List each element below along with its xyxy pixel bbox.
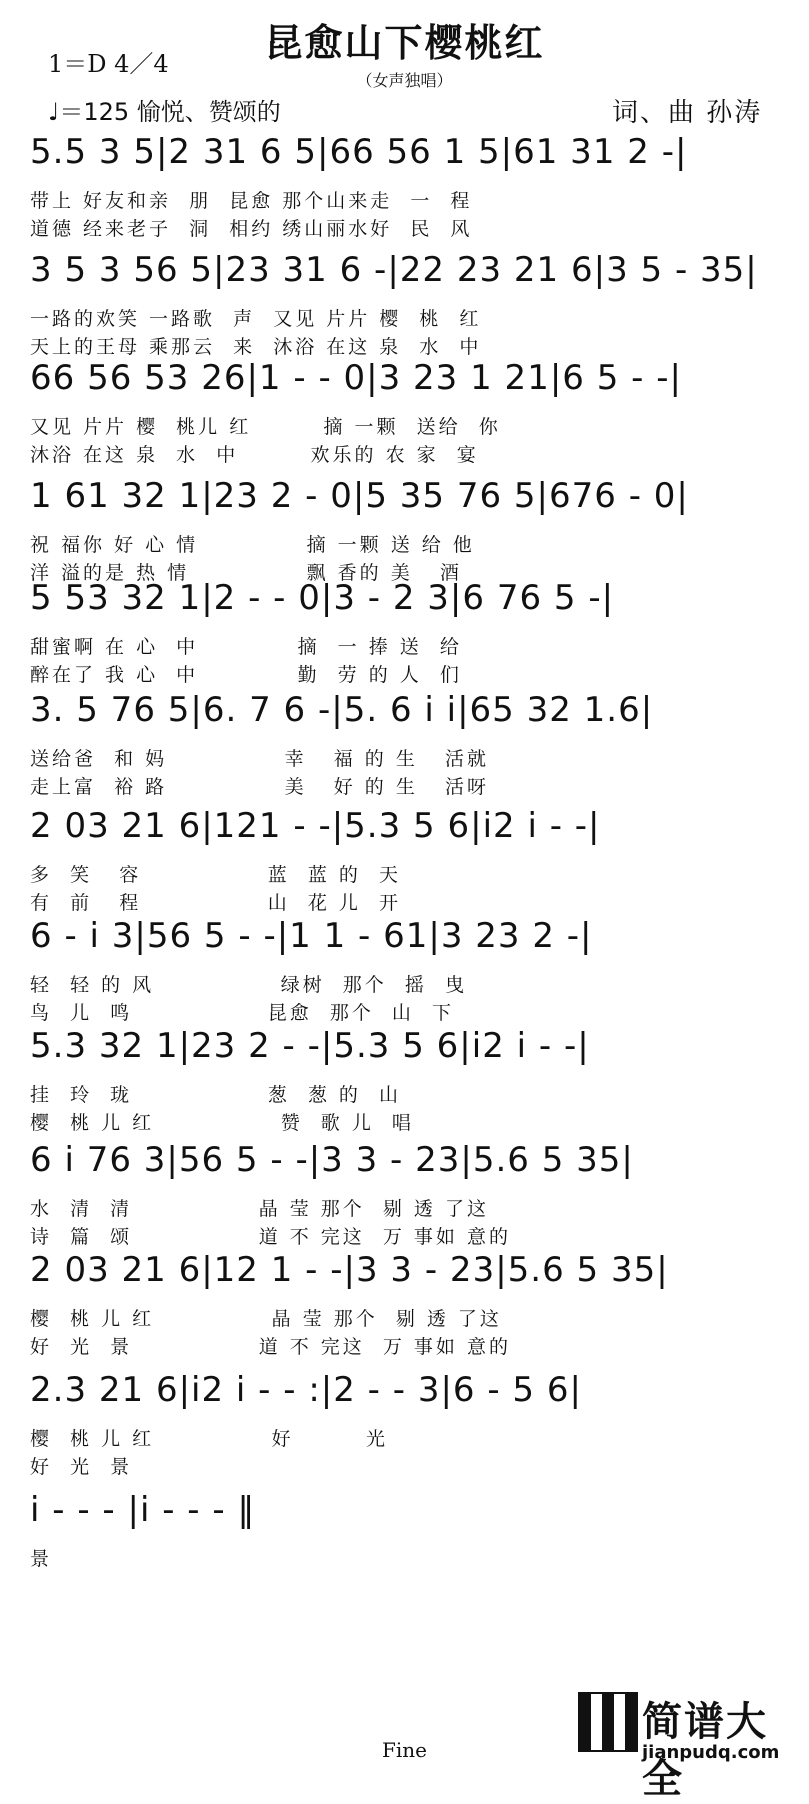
lyric-verse-2: 天上的王母 乘那云 来 沐浴 在这 泉 水 中 bbox=[30, 336, 482, 358]
subtitle: （女声独唱） bbox=[356, 71, 453, 90]
lyric-verse-2: 诗 篇 颂 道 不 完这 万 事如 意的 bbox=[30, 1226, 511, 1248]
credit: 词、曲 孙涛 bbox=[612, 98, 763, 128]
notation-line: 2 03 21 6|121 - -|5.3 5 6|i2 i - -| bbox=[30, 806, 601, 846]
lyric-verse-1: 水 清 清 晶 莹 那个 剔 透 了这 bbox=[30, 1198, 489, 1220]
notation-line: 2.3 21 6|i2 i - - :|2 - - 3|6 - 5 6| bbox=[30, 1370, 582, 1410]
lyric-verse-1: 多 笑 容 蓝 蓝 的 天 bbox=[30, 864, 401, 886]
notation-line: 6 i 76 3|56 5 - -|3 3 - 23|5.6 5 35| bbox=[30, 1140, 634, 1180]
lyric-verse-2: 樱 桃 儿 红 赞 歌 儿 唱 bbox=[30, 1112, 414, 1134]
lyric-verse-1: 樱 桃 儿 红 晶 莹 那个 剔 透 了这 bbox=[30, 1308, 502, 1330]
logo-brand: 简谱大全 bbox=[642, 1699, 768, 1802]
notation-line: 66 56 53 26|1 - - 0|3 23 1 21|6 5 - -| bbox=[30, 358, 682, 398]
lyric-verse-2: 沐浴 在这 泉 水 中 欢乐的 农 家 宴 bbox=[30, 444, 479, 466]
lyric-verse-1: 轻 轻 的 风 绿树 那个 摇 曳 bbox=[30, 974, 467, 996]
notation-line: 5 53 32 1|2 - - 0|3 - 2 3|6 76 5 -| bbox=[30, 578, 615, 618]
lyric-verse-1: 甜蜜啊 在 心 中 摘 一 捧 送 给 bbox=[30, 636, 462, 658]
lyric-verse-2: 道德 经来老子 洞 相约 绣山丽水好 民 风 bbox=[30, 218, 473, 240]
fine-marking: Fine bbox=[382, 1738, 427, 1762]
notation-line: 5.5 3 5|2 31 6 5|66 56 1 5|61 31 2 -| bbox=[30, 132, 688, 172]
notation-line: 5.3 32 1|23 2 - -|5.3 5 6|i2 i - -| bbox=[30, 1026, 590, 1066]
tempo-marking: ♩＝125 愉悦、赞颂的 bbox=[48, 98, 281, 126]
lyric-verse-2: 有 前 程 山 花 儿 开 bbox=[30, 892, 401, 914]
lyric-verse-2: 鸟 儿 鸣 昆愈 那个 山 下 bbox=[30, 1002, 454, 1024]
lyric-verse-2: 好 光 景 道 不 完这 万 事如 意的 bbox=[30, 1336, 511, 1358]
lyric-verse-2: 醉在了 我 心 中 勤 劳 的 人 们 bbox=[30, 664, 462, 686]
page-title: 昆愈山下樱桃红 bbox=[264, 20, 545, 65]
lyric-verse-1: 挂 玲 珑 葱 葱 的 山 bbox=[30, 1084, 401, 1106]
lyric-verse-2: 走上富 裕 路 美 好 的 生 活呀 bbox=[30, 776, 489, 798]
notation-line: 2 03 21 6|12 1 - -|3 3 - 23|5.6 5 35| bbox=[30, 1250, 669, 1290]
notation-line: 1 61 32 1|23 2 - 0|5 35 76 5|676 - 0| bbox=[30, 476, 689, 516]
lyric-verse-1: 祝 福你 好 心 情 摘 一颗 送 给 他 bbox=[30, 534, 475, 556]
lyric-verse-1: 景 bbox=[30, 1548, 53, 1570]
notation-line: i - - - |i - - - ‖ bbox=[30, 1490, 256, 1530]
notation-line: 3. 5 76 5|6. 7 6 -|5. 6 i i|65 32 1.6| bbox=[30, 690, 654, 730]
lyric-verse-1: 一路的欢笑 一路歌 声 又见 片片 樱 桃 红 bbox=[30, 308, 482, 330]
key-signature: 1＝D 4／4 bbox=[48, 50, 169, 78]
notation-line: 3 5 3 56 5|23 31 6 -|22 23 21 6|3 5 - 35| bbox=[30, 250, 758, 290]
lyric-verse-1: 樱 桃 儿 红 好 光 bbox=[30, 1428, 388, 1450]
notation-line: 6 - i 3|56 5 - -|1 1 - 61|3 23 2 -| bbox=[30, 916, 593, 956]
lyric-verse-1: 又见 片片 樱 桃儿 红 摘 一颗 送给 你 bbox=[30, 416, 501, 438]
lyric-verse-2: 好 光 景 bbox=[30, 1456, 133, 1478]
piano-icon bbox=[578, 1692, 638, 1752]
lyric-verse-1: 带上 好友和亲 朋 昆愈 那个山来走 一 程 bbox=[30, 190, 473, 212]
logo-site: jianpudq.com bbox=[642, 1742, 780, 1763]
site-logo[interactable] bbox=[578, 1690, 798, 1802]
lyric-verse-1: 送给爸 和 妈 幸 福 的 生 活就 bbox=[30, 748, 489, 770]
lyric-verse-2: 洋 溢的是 热 情 飘 香的 美 酒 bbox=[30, 562, 462, 584]
